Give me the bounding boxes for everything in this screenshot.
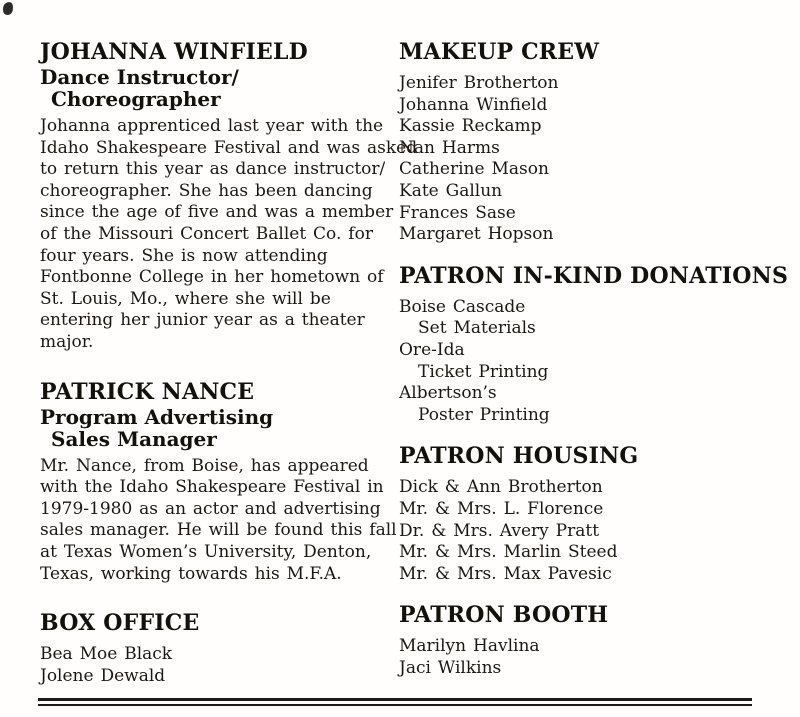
list-item: Ore-Ida	[399, 339, 465, 360]
list-item: Dick & Ann Brotherton	[399, 477, 603, 498]
body-line: with the Idaho Shakespeare Festival in	[40, 477, 384, 498]
list-item: Set Materials	[418, 318, 536, 339]
body-line: Mr. Nance, from Boise, has appeared	[40, 455, 369, 476]
scan-ink-mark	[2, 1, 14, 16]
section	[40, 380, 402, 586]
section-list	[40, 644, 402, 687]
section	[399, 264, 789, 427]
section	[40, 39, 418, 354]
column-right	[399, 40, 789, 679]
list-item: Mr. & Mrs. Marlin Steed	[399, 542, 618, 563]
body-line: to return this year as dance instructor/	[40, 159, 386, 180]
subheading-line: Choreographer	[51, 87, 221, 111]
column-left	[40, 39, 418, 687]
body-line: of the Missouri Concert Ballet Co. for	[40, 223, 373, 244]
section-heading: PATRON IN-KIND DONATIONS	[399, 262, 789, 289]
bottom-double-rule	[38, 698, 752, 706]
section-subheading	[40, 406, 402, 450]
body-line: Idaho Shakespeare Festival and was asked	[40, 137, 418, 158]
list-item: Boise Cascade	[399, 296, 526, 317]
section-body	[40, 116, 418, 354]
body-line: St. Louis, Mo., where she will be	[40, 288, 331, 309]
body-line: Fontbonne College in her hometown of	[40, 267, 384, 288]
list-item: Catherine Mason	[399, 159, 549, 180]
section-list	[399, 73, 789, 246]
section-heading: PATRON HOUSING	[399, 443, 639, 470]
subheading-line: Sales Manager	[51, 426, 217, 451]
section-heading: PATRICK NANCE	[40, 378, 255, 405]
section-heading: PATRON BOOTH	[399, 602, 609, 629]
section-subheading	[40, 66, 402, 110]
list-item: Poster Printing	[418, 404, 550, 425]
body-line: 1979-1980 as an actor and advertising	[40, 498, 381, 519]
subheading-line: Dance Instructor/	[40, 65, 239, 89]
list-item: Nan Harms	[399, 137, 500, 158]
section-heading: JOHANNA WINFIELD	[40, 39, 308, 65]
list-item: Jenifer Brotherton	[399, 73, 559, 93]
body-line: Johanna apprenticed last year with the	[40, 116, 384, 136]
list-item: Marilyn Havlina	[399, 636, 540, 657]
body-line: four years. She is now attending	[40, 245, 328, 266]
body-line: since the age of five and was a member	[40, 202, 394, 223]
section-list	[399, 477, 789, 585]
list-item: Margaret Hopson	[399, 224, 554, 245]
body-line: entering her junior year as a theater	[40, 310, 365, 331]
section-list	[399, 636, 789, 679]
subheading-line: Program Advertising	[40, 404, 274, 429]
section	[40, 611, 402, 687]
section-body	[40, 456, 402, 586]
section-heading: BOX OFFICE	[40, 610, 200, 637]
body-line: at Texas Women’s University, Denton,	[40, 541, 372, 562]
list-item: Jolene Dewald	[40, 665, 166, 686]
list-item: Mr. & Mrs. L. Florence	[399, 498, 604, 519]
section	[399, 444, 789, 585]
list-item: Kate Gallun	[399, 180, 503, 201]
body-line: choreographer. She has been dancing	[40, 180, 373, 201]
list-item: Ticket Printing	[418, 361, 549, 382]
list-item: Jaci Wilkins	[399, 657, 502, 678]
section	[399, 40, 789, 246]
list-item: Albertson’s	[399, 383, 497, 404]
list-item: Bea Moe Black	[40, 644, 173, 665]
list-item: Johanna Winfield	[399, 94, 548, 115]
list-item: Kassie Reckamp	[399, 116, 542, 137]
body-line: major.	[40, 331, 94, 352]
list-item: Mr. & Mrs. Max Pavesic	[399, 563, 612, 584]
section	[399, 603, 789, 679]
section-heading: MAKEUP CREW	[399, 39, 600, 65]
list-item: Dr. & Mrs. Avery Pratt	[399, 520, 600, 541]
list-item: Frances Sase	[399, 202, 516, 223]
body-line: Texas, working towards his M.F.A.	[40, 563, 342, 584]
section-list	[399, 297, 789, 427]
body-line: sales manager. He will be found this fall	[40, 520, 397, 541]
